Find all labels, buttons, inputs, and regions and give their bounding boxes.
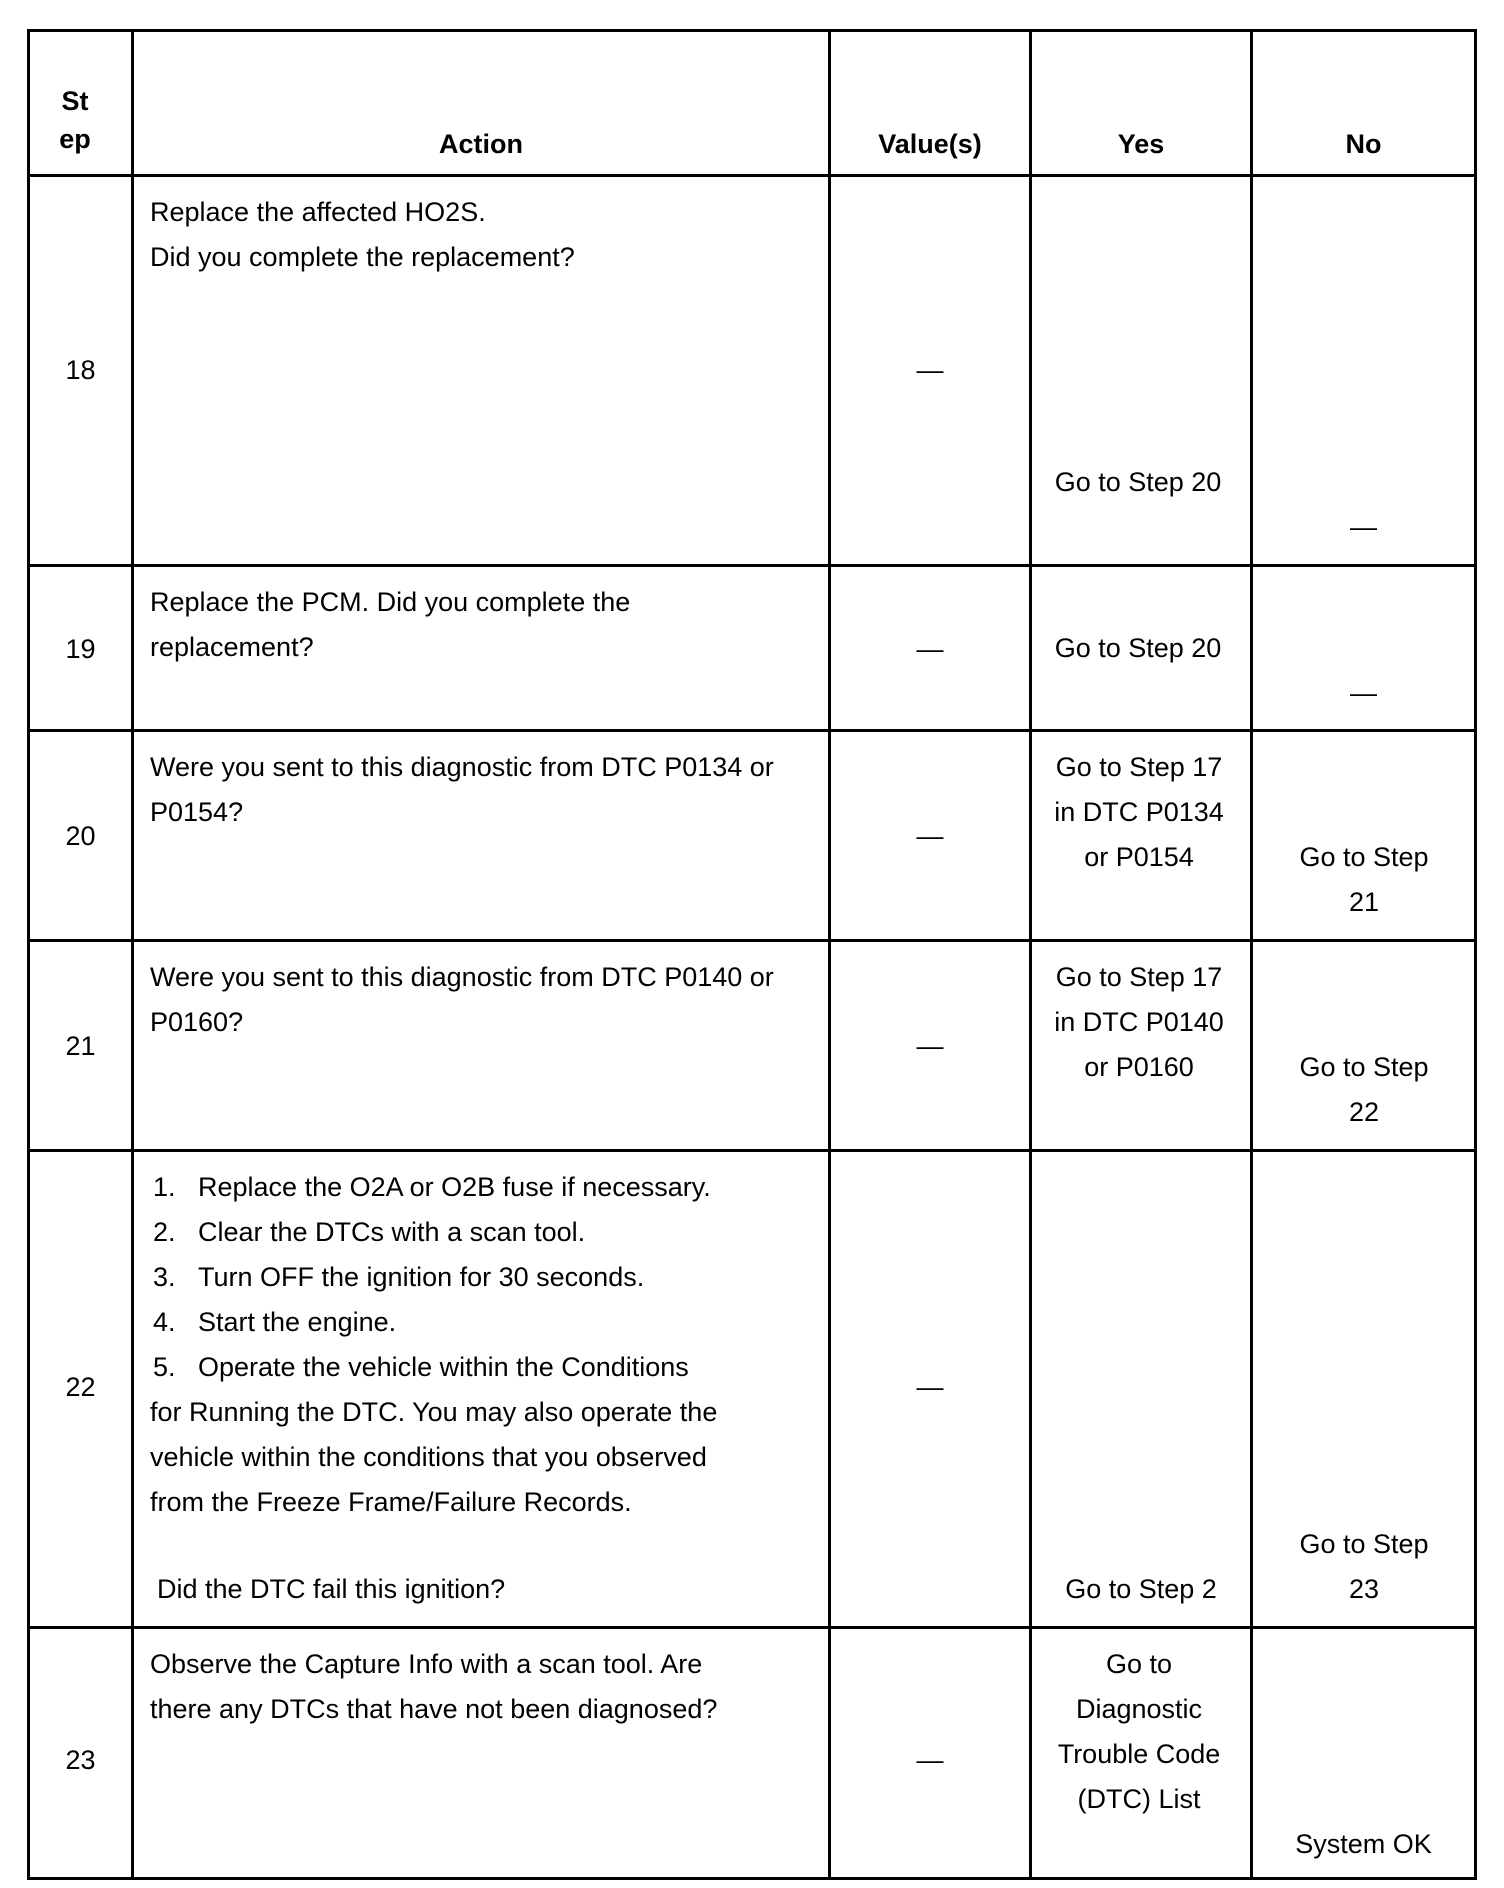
action-question: Did the DTC fail this ignition? (157, 1574, 506, 1604)
col-divider (1250, 32, 1253, 1877)
value-cell: — (916, 821, 944, 851)
list-item: 1. Replace the O2A or O2B fuse if necessary. (153, 1172, 711, 1202)
action-steps (134, 1165, 824, 1612)
yes-cell: Go to Step 17 in DTC P0134 or P0154 (1054, 752, 1224, 872)
row-divider (30, 564, 1474, 567)
step-number: 21 (65, 1031, 96, 1061)
action-text: Replace the PCM. Did you complete the replacement? (150, 587, 631, 662)
yes-cell: Go to Step 2 (1065, 1574, 1217, 1604)
step-number: 18 (65, 355, 96, 385)
action-text: Were you sent to this diagnostic from DTC P0140 or P0160? (150, 962, 774, 1037)
list-item: 4. Start the engine. (153, 1307, 397, 1337)
step-number: 19 (65, 634, 96, 664)
value-cell: — (916, 1372, 944, 1402)
list-item: 3. Turn OFF the ignition for 30 seconds. (153, 1262, 645, 1292)
action-text: Observe the Capture Info with a scan tool. Are there any DTCs that have not been diagnosed? (150, 1649, 718, 1724)
no-cell: System OK (1295, 1829, 1432, 1859)
step-number: 20 (65, 821, 96, 851)
header-step: St ep (59, 86, 91, 154)
step-number: 22 (65, 1372, 96, 1402)
yes-cell: Go to Step 17 in DTC P0140 or P0160 (1054, 962, 1224, 1082)
row-divider (30, 729, 1474, 732)
step-number: 23 (65, 1745, 96, 1775)
value-cell: — (916, 355, 944, 385)
yes-cell: Go to Step 20 (1054, 633, 1222, 663)
action-text: Replace the affected HO2S. Did you complete the replacement? (150, 197, 575, 272)
row-divider (30, 1149, 1474, 1152)
header-no: No (1345, 129, 1382, 159)
row-divider (30, 174, 1474, 177)
no-cell: Go to Step 22 (1299, 1052, 1429, 1127)
col-divider (828, 32, 831, 1877)
yes-cell: Go to Step 20 (1054, 467, 1222, 497)
header-action: Action (439, 129, 523, 159)
diagnostic-table (27, 29, 1477, 1880)
header-yes: Yes (1117, 129, 1165, 159)
value-cell: — (916, 1745, 944, 1775)
list-item: 5. Operate the vehicle within the Conditions (153, 1352, 689, 1382)
value-cell: — (916, 1031, 944, 1061)
row-divider (30, 1626, 1474, 1629)
no-cell: Go to Step 21 (1299, 842, 1429, 917)
action-text: Were you sent to this diagnostic from DTC P0134 or P0154? (150, 752, 774, 827)
no-cell: Go to Step 23 (1299, 1529, 1429, 1604)
header-values: Value(s) (878, 129, 982, 159)
yes-cell: Go to Diagnostic Trouble Code (DTC) List (1057, 1649, 1221, 1814)
action-continuation: for Running the DTC. You may also operate the vehicle within the conditions that you observed from the Freeze Frame/Failure Records. (150, 1397, 718, 1517)
list-item: 2. Clear the DTCs with a scan tool. (153, 1217, 586, 1247)
no-cell: — (1350, 512, 1377, 542)
value-cell: — (916, 634, 944, 664)
row-divider (30, 939, 1474, 942)
no-cell: — (1350, 678, 1377, 708)
